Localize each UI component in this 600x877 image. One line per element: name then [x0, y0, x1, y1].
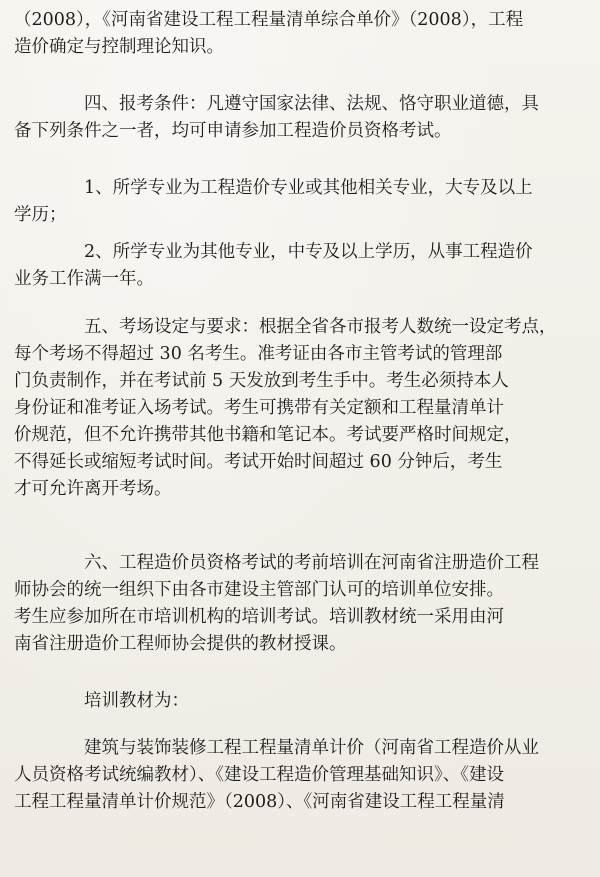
text-line: 才可允许离开考场。 — [14, 479, 172, 499]
text-line: 备下列条件之一者，均可申请参加工程造价员资格考试。 — [14, 121, 452, 141]
text-line: 四、报考条件：凡遵守国家法律、法规、恪守职业道德，具 — [84, 94, 539, 114]
text-line: 考生应参加所在市培训机构的培训考试。培训教材统一采用由河 — [14, 607, 504, 627]
text-line: 不得延长或缩短考试时间。考试开始时间超过 60 分钟后，考生 — [14, 452, 503, 472]
text-line: 人员资格考试统编教材）、《建设工程造价管理基础知识》、《建设 — [14, 765, 504, 785]
text-line: 南省注册造价工程师协会提供的教材授课。 — [14, 634, 347, 654]
text-line: 业务工作满一年。 — [14, 269, 154, 289]
text-line: 门负责制作，并在考试前 5 天发放到考生手中。考生必须持本人 — [14, 371, 509, 391]
text-line: 师协会的统一组织下由各市建设主管部门认可的培训单位安排。 — [14, 580, 504, 600]
text-line: 造价确定与控制理论知识。 — [14, 37, 224, 57]
text-line: （2008），《河南省建设工程工程量清单综合单价》（2008），工程 — [14, 10, 524, 30]
text-line: 1、所学专业为工程造价专业或其他相关专业，大专及以上 — [84, 178, 533, 198]
text-line: 2、所学专业为其他专业，中专及以上学历，从事工程造价 — [84, 242, 533, 262]
text-line: 工程工程量清单计价规范》（2008）、《河南省建设工程工程量清 — [14, 792, 505, 812]
text-line: 六、工程造价员资格考试的考前培训在河南省注册造价工程 — [84, 553, 539, 573]
text-line: 每个考场不得超过 30 名考生。准考证由各市主管考试的管理部 — [14, 344, 503, 364]
text-line: 身份证和准考证入场考试。考生可携带有关定额和工程量清单计 — [14, 398, 504, 418]
text-line: 培训教材为： — [84, 691, 189, 711]
text-line: 学历； — [14, 205, 67, 225]
text-line: 价规范，但不允许携带其他书籍和笔记本。考试要严格时间规定， — [14, 425, 522, 445]
text-line: 五、考场设定与要求：根据全省各市报考人数统一设定考点， — [84, 317, 557, 337]
text-line: 建筑与装饰装修工程工程量清单计价（河南省工程造价从业 — [84, 738, 539, 758]
